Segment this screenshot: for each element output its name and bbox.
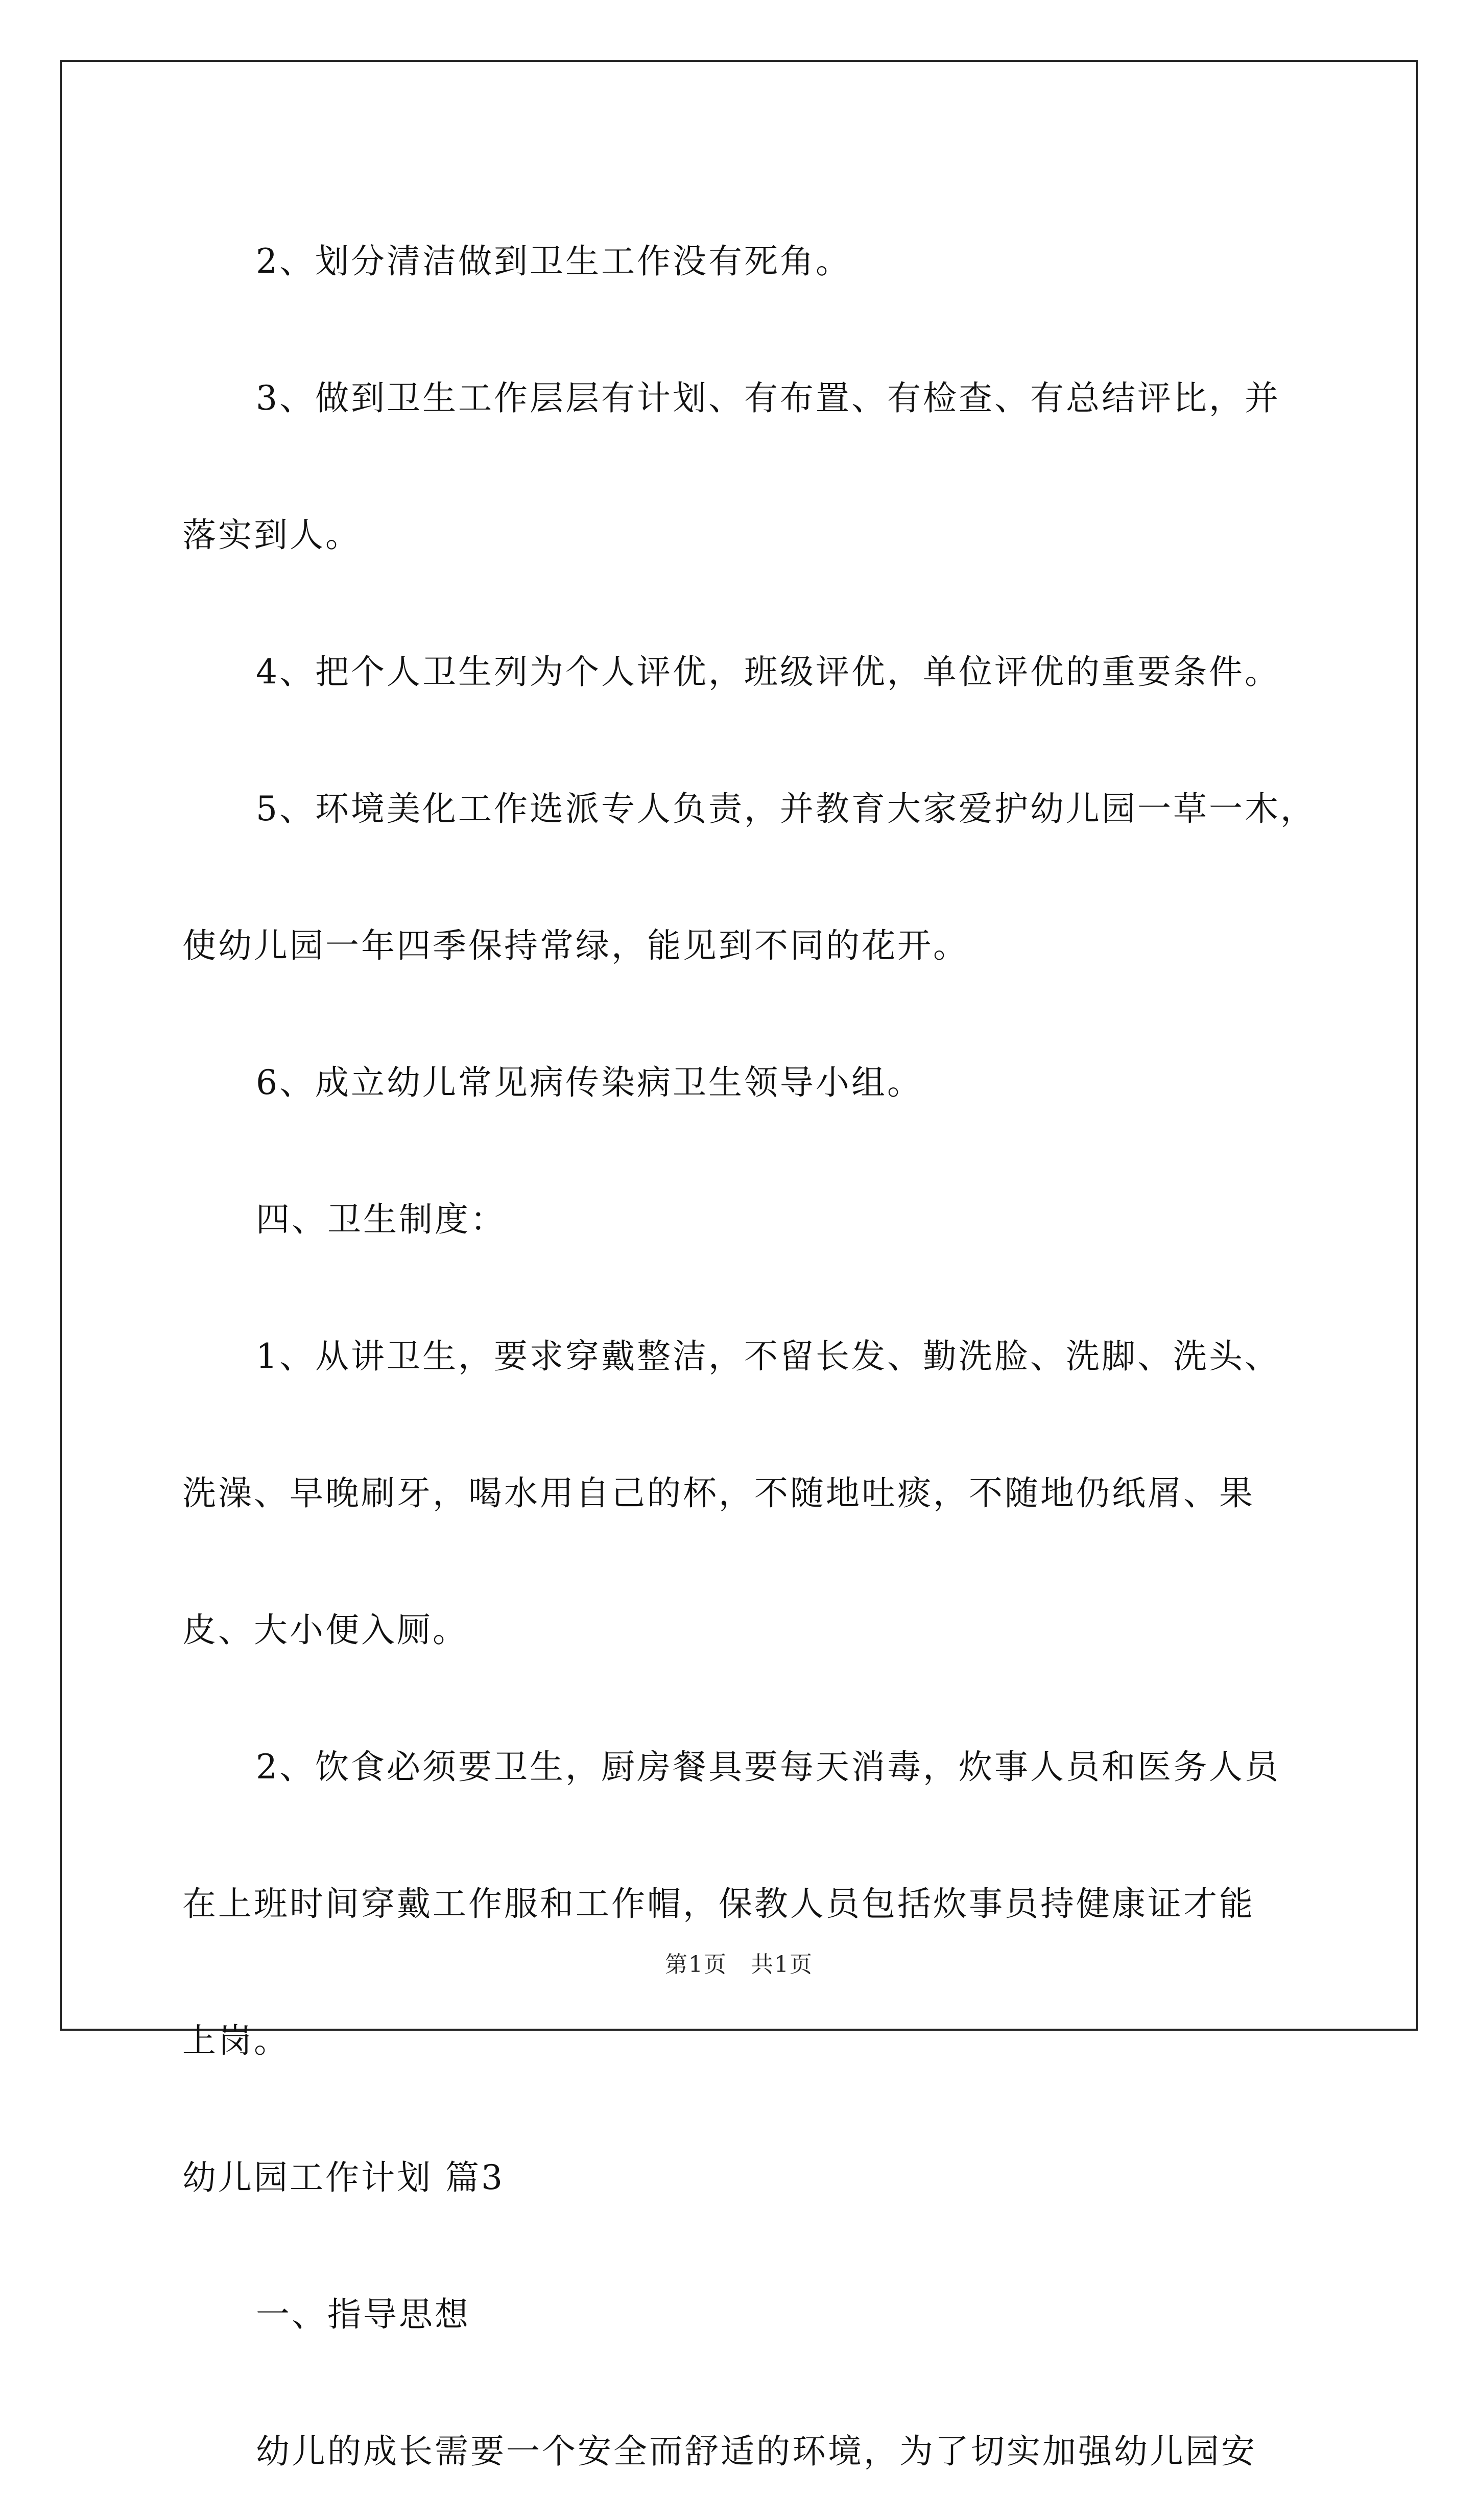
paragraph [182, 1699, 1306, 2109]
text-line: 2、饮食必须要卫生，厨房餐具要每天消毒，炊事人员和医务人员 [256, 1747, 1280, 1787]
paragraph [182, 193, 1306, 330]
text-line: 6、成立幼儿常见病传染病卫生领导小组。 [256, 1063, 923, 1102]
paragraph [182, 741, 1316, 1014]
text-line: 上岗。 [182, 2021, 290, 2060]
text-line: 洗澡、早晚刷牙，喝水用自己的杯，不随地吐痰，不随地仍纸屑、果 [182, 1473, 1255, 1513]
text-line: 3、做到卫生工作层层有计划、有布置、有检查、有总结评比，并 [256, 378, 1280, 418]
paragraph [182, 1014, 1306, 1151]
page-footer: 第1页 共1页 [665, 1952, 813, 1978]
text-line: 一、指导思想 [256, 2295, 470, 2334]
subheading [182, 1151, 1306, 1288]
section-heading: 幼儿园工作计划 篇3 [182, 2158, 505, 2197]
paragraph [182, 604, 1306, 741]
text-line: 2、划分清洁做到卫生工作没有死角。 [256, 242, 851, 281]
text-line: 幼儿的成长需要一个安全而舒适的环境，为了切实加强幼儿园安 [256, 2432, 1257, 2471]
document-body [182, 193, 1316, 2520]
text-line: 落实到人。 [182, 515, 361, 555]
text-line: 4、把个人卫生列为个人评优，班级评优，单位评优的重要条件。 [256, 652, 1280, 692]
paragraph [182, 2383, 1306, 2520]
text-line: 四、卫生制度： [256, 1200, 506, 1239]
text-line: 1、从讲卫生，要求穿戴整洁，不留长发、勤洗脸、洗脚、洗头、 [256, 1337, 1280, 1376]
text-line: 使幼儿园一年四季保持常绿，能见到不同的花开。 [182, 926, 969, 965]
subheading [182, 2246, 1306, 2383]
text-line: 5、环境美化工作选派专人负责，并教育大家爱护幼儿园一草一木， [256, 789, 1316, 828]
paragraph [182, 1288, 1306, 1699]
text-line: 在上班时间穿戴工作服和工作帽，保教人员包括炊事员持健康证才能 [182, 1884, 1255, 1923]
paragraph [182, 330, 1306, 604]
text-line: 皮、大小便入厕。 [182, 1610, 468, 1650]
